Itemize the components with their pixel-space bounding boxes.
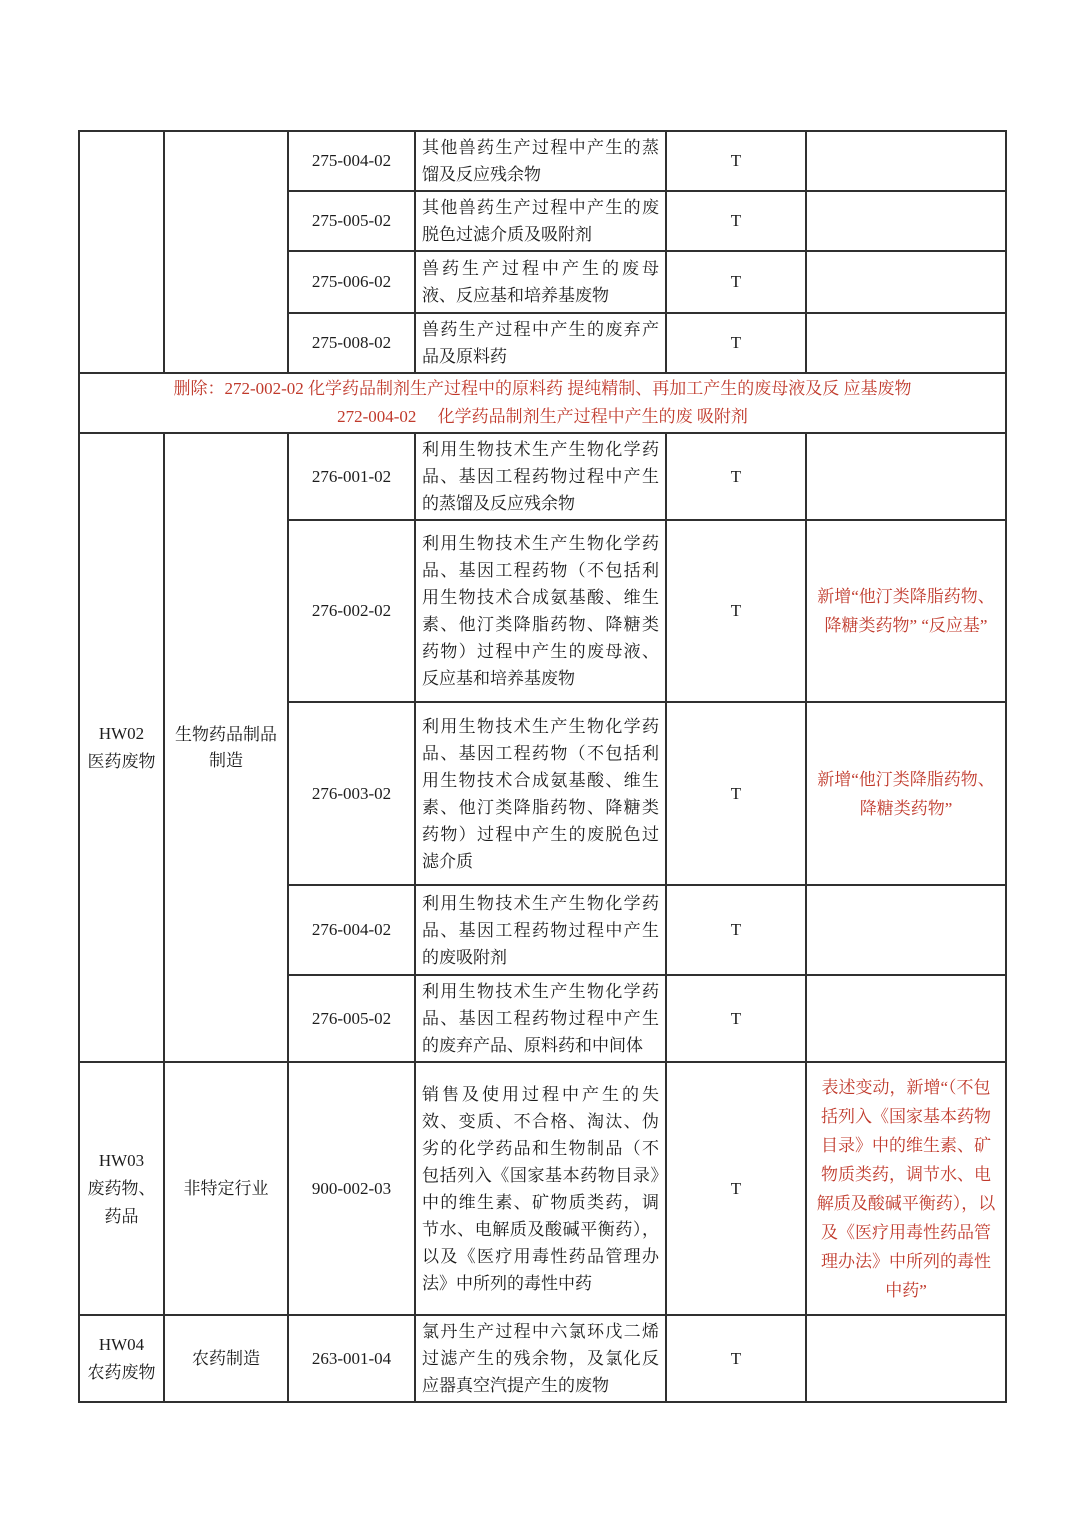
- revision-note: [806, 885, 1006, 975]
- revision-note: 新增“他汀类降脂药物、降糖类药物”: [806, 702, 1006, 885]
- hazard-property: T: [666, 702, 806, 885]
- hazard-property: T: [666, 433, 806, 520]
- revision-note: [806, 975, 1006, 1062]
- category-cell: [79, 1315, 164, 1402]
- waste-code: 275-008-02: [288, 313, 415, 373]
- category-name: 医药废物: [87, 751, 156, 771]
- revision-note: [806, 433, 1006, 520]
- waste-description: 兽药生产过程中产生的废弃产品及原料药: [415, 313, 666, 373]
- category-code: HW02: [98, 723, 145, 743]
- industry-cell: [164, 131, 288, 373]
- table-row: [79, 131, 1006, 191]
- deletion-notice-row: [79, 373, 1006, 433]
- waste-code: 276-002-02: [288, 520, 415, 702]
- category-code: HW03: [98, 1150, 145, 1170]
- waste-code: 275-004-02: [288, 131, 415, 191]
- industry-cell: 农药制造: [164, 1315, 288, 1402]
- waste-description: 氯丹生产过程中六氯环戊二烯过滤产生的残余物，及氯化反应器真空汽提产生的废物: [415, 1315, 666, 1402]
- revision-note: [806, 1315, 1006, 1402]
- hazard-property: T: [666, 191, 806, 251]
- table-row: [79, 1062, 1006, 1315]
- revision-note: 表述变动，新增“（不包括列入《国家基本药物目录》中的维生素、矿物质类药，调节水、电解质及酸碱平衡药），以及《医疗用毒性药品管理办法》中所列的毒性中药”: [806, 1062, 1006, 1315]
- hazard-property: T: [666, 520, 806, 702]
- revision-note: 新增“他汀类降脂药物、降糖类药物” “反应基”: [806, 520, 1006, 702]
- hazard-property: T: [666, 1062, 806, 1315]
- waste-description: 利用生物技术生产生物化学药品、基因工程药物过程中产生的废弃产品、原料药和中间体: [415, 975, 666, 1062]
- deletion-notice-cell: [79, 373, 1006, 433]
- category-cell: [79, 433, 164, 1062]
- hazard-property: T: [666, 1315, 806, 1402]
- hazard-property: T: [666, 131, 806, 191]
- waste-code: 276-003-02: [288, 702, 415, 885]
- waste-code: 276-001-02: [288, 433, 415, 520]
- waste-description: 利用生物技术生产生物化学药品、基因工程药物（不包括利用生物技术合成氨基酸、维生素、他汀类降脂药物、降糖类药物）过程中产生的废脱色过滤介质: [415, 702, 666, 885]
- industry-cell: 非特定行业: [164, 1062, 288, 1315]
- hazardous-waste-table: [78, 130, 1007, 1403]
- revision-note: [806, 313, 1006, 373]
- hazard-property: T: [666, 251, 806, 313]
- category-name: 废药物、药品: [87, 1178, 156, 1226]
- waste-description: 利用生物技术生产生物化学药品、基因工程药物过程中产生的废吸附剂: [415, 885, 666, 975]
- revision-note: [806, 131, 1006, 191]
- category-cell: [79, 131, 164, 373]
- waste-code: 275-005-02: [288, 191, 415, 251]
- deletion-line-1: 删除：272-002-02 化学药品制剂生产过程中的原料药 提纯精制、再加工产生的废母液及反 应基废物: [173, 379, 912, 398]
- hazard-property: T: [666, 975, 806, 1062]
- category-name: 农药废物: [87, 1362, 156, 1382]
- waste-code: 263-001-04: [288, 1315, 415, 1402]
- hazard-property: T: [666, 885, 806, 975]
- waste-code: 275-006-02: [288, 251, 415, 313]
- table-row: [79, 1315, 1006, 1402]
- waste-code: 276-005-02: [288, 975, 415, 1062]
- waste-description: 销售及使用过程中产生的失效、变质、不合格、淘汰、伪劣的化学药品和生物制品（不包括列入《国家基本药物目录》中的维生素、矿物质类药，调节水、电解质及酸碱平衡药），以及《医疗用毒性药品管理办法》中所列的毒性中药: [415, 1062, 666, 1315]
- waste-code: 276-004-02: [288, 885, 415, 975]
- waste-description: 其他兽药生产过程中产生的蒸馏及反应残余物: [415, 131, 666, 191]
- waste-description: 利用生物技术生产生物化学药品、基因工程药物过程中产生的蒸馏及反应残余物: [415, 433, 666, 520]
- category-cell: [79, 1062, 164, 1315]
- deletion-line-2: 272-004-02 化学药品制剂生产过程中产生的废 吸附剂: [337, 407, 748, 426]
- industry-cell: 生物药品制品制造: [164, 433, 288, 1062]
- table-row: [79, 433, 1006, 520]
- category-code: HW04: [98, 1334, 145, 1354]
- waste-description: 兽药生产过程中产生的废母液、反应基和培养基废物: [415, 251, 666, 313]
- hazard-property: T: [666, 313, 806, 373]
- waste-description: 利用生物技术生产生物化学药品、基因工程药物（不包括利用生物技术合成氨基酸、维生素、他汀类降脂药物、降糖类药物）过程中产生的废母液、反应基和培养基废物: [415, 520, 666, 702]
- waste-code: 900-002-03: [288, 1062, 415, 1315]
- revision-note: [806, 251, 1006, 313]
- revision-note: [806, 191, 1006, 251]
- waste-description: 其他兽药生产过程中产生的废脱色过滤介质及吸附剂: [415, 191, 666, 251]
